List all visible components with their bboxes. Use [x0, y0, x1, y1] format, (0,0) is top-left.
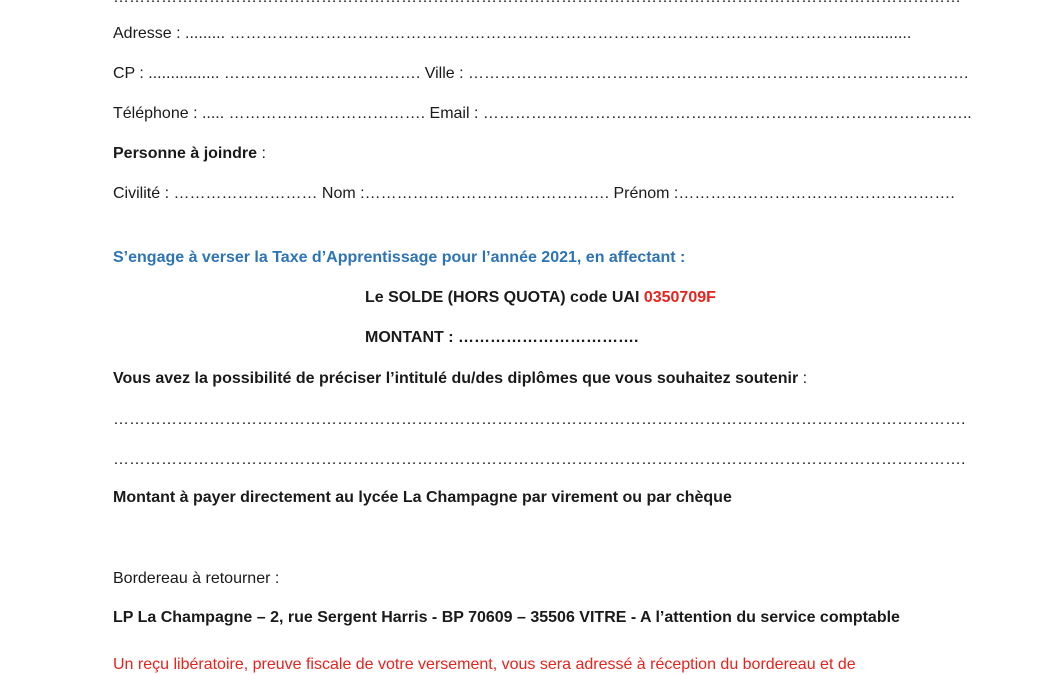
cp-ville-line: CP : ................ ………………………………. Ville : ………………………………………………………………………………….	[113, 65, 969, 82]
engagement-statement: S’engage à verser la Taxe d’Apprentissage pour l’année 2021, en affectant :	[113, 249, 686, 266]
receipt-note: Un reçu libératoire, preuve fiscale de votre versement, vous sera adressé à réception du bordereau et de	[113, 656, 856, 673]
cut-off-top-line	[113, 0, 961, 8]
diplomes-colon: :	[798, 370, 808, 387]
telephone-email-line: Téléphone : ..... ………………………………. Email : ………………………………………………………………………………..	[113, 105, 972, 122]
payment-note: Montant à payer directement au lycée La Champagne par virement ou par chèque	[113, 489, 732, 506]
return-label: Bordereau à retourner :	[113, 570, 280, 587]
solde-line	[365, 288, 716, 308]
diplomes-label: Vous avez la possibilité de préciser l’intitulé du/des diplômes que vous souhaitez soutenir	[113, 370, 799, 387]
uai-code: 0350709F	[643, 289, 716, 306]
dotted-line-2: …………………………………………………………………………………………………………………………………………….	[113, 451, 966, 468]
adresse-line: Adresse : ......... ……………………………………………………………………………………………………….............	[113, 25, 912, 42]
civilite-nom-prenom-line: Civilité : ……………………… Nom :………………………………………. Prénom :…………………………………………….	[113, 185, 955, 202]
return-address: LP La Champagne – 2, rue Sergent Harris - BP 70609 – 35506 VITRE - A l’attention du service comptable	[113, 609, 900, 626]
contact-person-line	[113, 144, 266, 164]
dotted-line-1: …………………………………………………………………………………………………………………………………………….	[113, 411, 966, 428]
solde-label: Le SOLDE (HORS QUOTA) code UAI	[365, 289, 644, 306]
montant-line: MONTANT : …………………………….	[365, 329, 639, 346]
contact-colon: :	[257, 145, 266, 162]
contact-heading: Personne à joindre	[113, 145, 258, 162]
diplomes-line	[113, 369, 807, 389]
